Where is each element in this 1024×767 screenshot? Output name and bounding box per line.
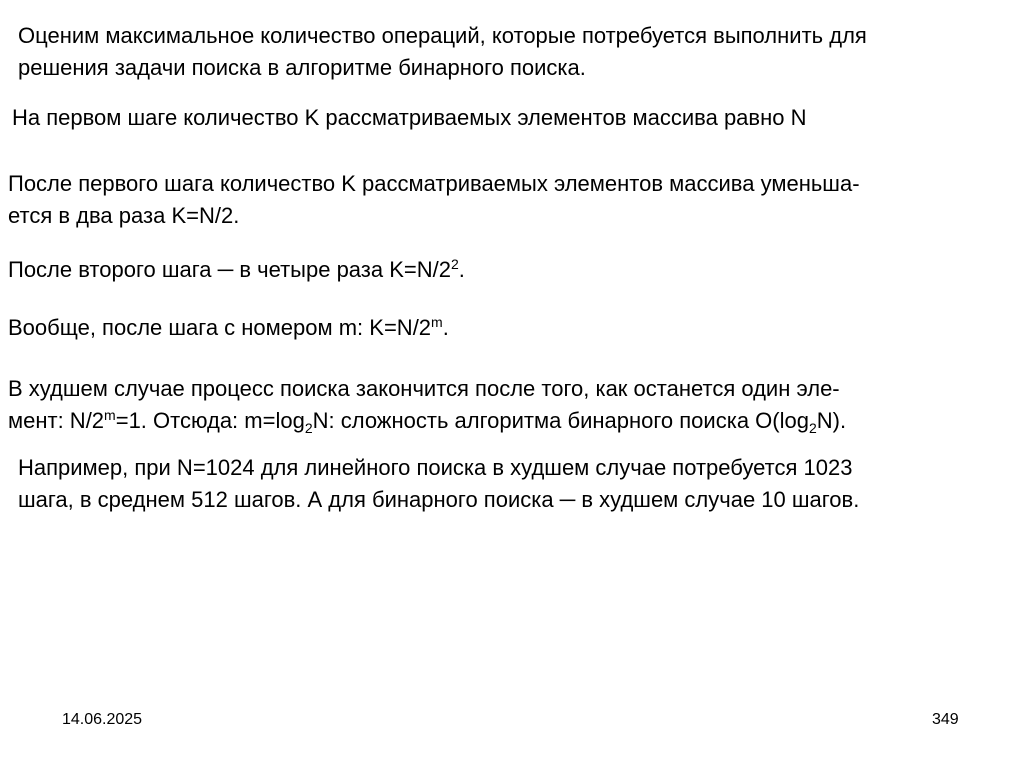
paragraph-line: решения задачи поиска в алгоритме бинарного поиска. <box>18 55 586 80</box>
text: N: сложность алгоритма бинарного поиска O(log <box>312 408 809 433</box>
paragraph-line <box>8 405 846 437</box>
text: . <box>442 315 449 340</box>
subscript: 2 <box>808 420 817 436</box>
paragraph-line: Например, при N=1024 для линейного поиска в худшем случае потребуется 1023 <box>18 455 853 480</box>
text: Вообще, после шага с номером m: K=N/2 <box>8 315 432 340</box>
paragraph-line: ется в два раза K=N/2. <box>8 203 240 228</box>
text: мент: N/2 <box>8 408 105 433</box>
paragraph-line: После первого шага количество K рассматриваемых элементов массива уменьша- <box>8 171 860 196</box>
text: После второго шага ─ в четыре раза K=N/2 <box>8 257 451 282</box>
paragraph-line <box>8 312 449 344</box>
paragraph-after-second-step <box>8 254 465 286</box>
paragraph-line <box>8 254 465 286</box>
superscript: m <box>104 407 116 423</box>
subscript: 2 <box>304 420 313 436</box>
paragraph-worst-case <box>8 373 846 437</box>
superscript: 2 <box>451 256 459 272</box>
footer-page-number: 349 <box>932 711 959 728</box>
paragraph-general-step <box>8 312 449 344</box>
footer-date: 14.06.2025 <box>62 711 143 728</box>
text: =1. Отсюда: m=log <box>115 408 305 433</box>
text: . <box>458 257 465 282</box>
superscript: m <box>431 314 443 330</box>
paragraph-line: шага, в среднем 512 шагов. А для бинарного поиска ─ в худшем случае 10 шагов. <box>18 487 860 512</box>
paragraph-example <box>18 452 859 516</box>
paragraph-first-step <box>12 102 806 134</box>
paragraph-line: На первом шаге количество K рассматриваемых элементов массива равно N <box>12 105 807 130</box>
text: N). <box>816 408 847 433</box>
paragraph-intro <box>18 20 867 84</box>
paragraph-after-first-step <box>8 168 860 232</box>
paragraph-line: В худшем случае процесс поиска закончится после того, как останется один эле- <box>8 376 840 401</box>
paragraph-line: Оценим максимальное количество операций, которые потребуется выполнить для <box>18 23 867 48</box>
